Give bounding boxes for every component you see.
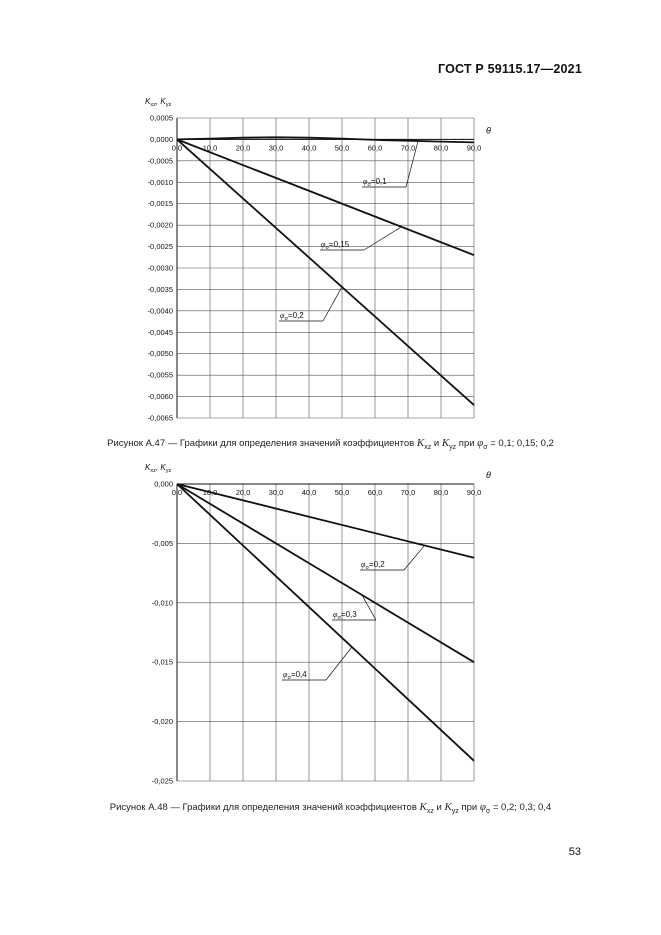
x-tick-label: 80,0 [433,143,449,153]
x-tick-label: 0,0 [171,143,183,153]
x-tick-label: 10,0 [202,488,218,497]
y-tick-label: 0,000 [154,479,173,489]
figure-caption-a48 [0,801,661,815]
caption-k2: K [441,437,450,449]
series-label: $\varphi_\sigma=0,15$ [321,240,350,251]
y-tick-label: -0,020 [151,717,173,727]
caption-values: = 0,1; 0,15; 0,2 [490,438,554,449]
x-tick-label: 90,0 [466,143,482,153]
x-tick-label: 50,0 [334,143,350,153]
y-tick-label: -0,0065 [147,413,173,423]
y-tick-label: -0,0050 [147,349,173,359]
page-number: 53 [568,846,581,858]
series-line-1 [177,484,474,558]
series-label: $\varphi_\sigma=0,2$ [361,560,385,571]
x-axis-label: θ [486,470,491,480]
caption-sub2: yz [451,807,459,815]
series-label: $\varphi_\sigma=0,2$ [280,311,304,322]
y-tick-label: 0,0000 [150,134,173,144]
caption-prefix: Рисунок А.48 — Графики для определения значений коэффициентов [109,802,417,813]
series-label: $\varphi_\sigma=0,3$ [333,610,357,621]
caption-and: и [436,802,442,813]
y-tick-label: -0,0020 [147,220,173,230]
x-axis-label: θ [486,125,491,136]
caption-sub1: xz [424,443,432,451]
y-tick-label: -0,0005 [147,156,173,166]
x-tick-label: 30,0 [268,143,284,153]
x-tick-label: 0,0 [171,488,183,497]
y-axis-label: $K_{xz}$, $K_{yz}$ [145,463,172,474]
y-axis-label: $K_{xz}$, $K_{yz}$ [145,97,172,108]
caption-sigma: σ [485,807,491,815]
series-line-2 [177,484,474,662]
series-line-2 [177,139,474,255]
caption-k2: K [444,801,452,813]
y-tick-label: 0,0005 [150,113,173,123]
caption-sub1: xz [426,807,434,815]
series-label: $\varphi_\sigma=0,4$ [283,670,307,681]
y-tick-label: -0,005 [151,538,173,548]
x-tick-label: 20,0 [235,143,251,153]
x-tick-label: 60,0 [367,488,383,497]
y-tick-label: -0,010 [151,598,173,608]
caption-and: и [433,438,440,449]
caption-phi: φ [479,801,486,813]
y-tick-label: -0,0045 [147,327,173,337]
series-label: $\varphi_\sigma=0,1$ [363,177,387,188]
x-tick-label: 30,0 [268,488,284,497]
y-tick-label: -0,025 [151,776,173,786]
x-tick-label: 60,0 [367,143,383,153]
x-tick-label: 80,0 [433,488,449,497]
caption-mid: при [458,438,475,449]
x-tick-label: 90,0 [466,488,482,497]
y-tick-label: -0,0010 [147,177,173,187]
y-tick-label: -0,0025 [147,242,173,252]
figure-caption-a47 [0,437,661,451]
caption-prefix: Рисунок А.47 — Графики для определения значений коэффициентов [107,438,415,449]
y-tick-label: -0,0040 [147,306,173,316]
document-header: ГОСТ Р 59115.17—2021 [437,62,582,76]
caption-k1: K [416,437,425,449]
y-tick-label: -0,015 [151,657,173,667]
x-tick-label: 10,0 [202,143,218,153]
annotation-leader [323,287,342,321]
y-tick-label: -0,0060 [147,392,173,402]
annotation-leader [404,545,425,570]
series-line-3 [177,484,474,761]
annotation-leader [326,647,352,680]
x-tick-label: 70,0 [400,143,416,153]
chart-figure-a47 [0,90,661,430]
y-tick-label: -0,0015 [147,199,173,209]
x-tick-label: 20,0 [235,488,251,497]
caption-k1: K [419,801,427,813]
y-tick-label: -0,0055 [147,370,173,380]
caption-sigma: σ [483,443,488,451]
y-tick-label: -0,0030 [147,263,173,273]
caption-mid: при [461,802,478,813]
x-tick-label: 50,0 [334,488,350,497]
chart-figure-a48 [0,460,661,800]
caption-sub2: yz [449,443,457,451]
caption-values: = 0,2; 0,3; 0,4 [492,802,552,813]
series-line-3 [177,139,474,405]
x-tick-label: 70,0 [400,488,416,497]
x-tick-label: 40,0 [301,488,317,497]
x-tick-label: 40,0 [301,143,317,153]
y-tick-label: -0,0035 [147,284,173,294]
caption-phi: φ [477,437,484,449]
